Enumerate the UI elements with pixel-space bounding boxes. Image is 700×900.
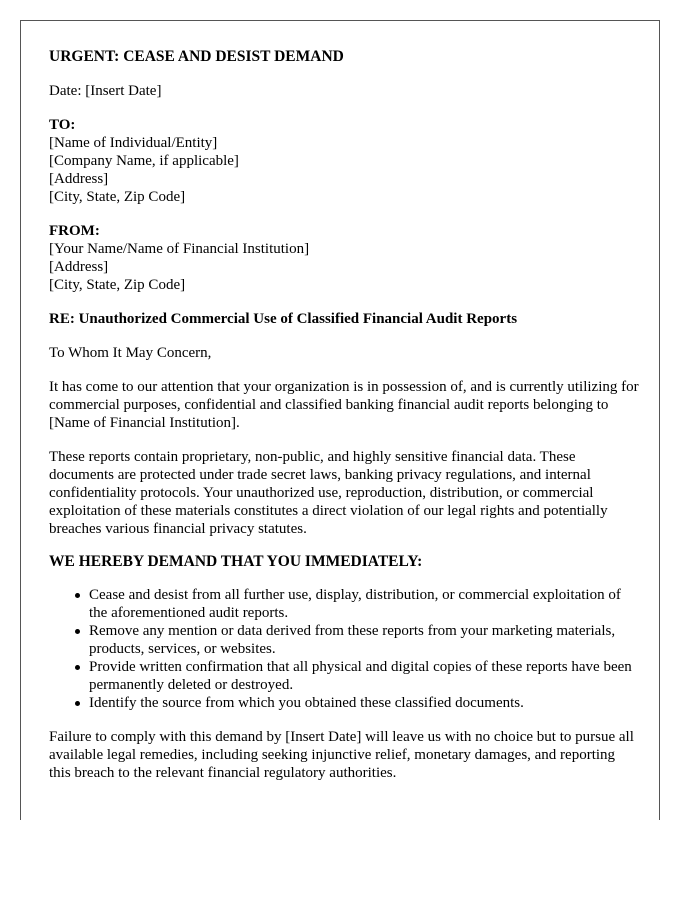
from-label: FROM: [49, 223, 100, 239]
recipient-line: [Address] [49, 171, 109, 187]
recipient-line: [Company Name, if applicable] [49, 153, 239, 169]
recipient-line: [Name of Individual/Entity] [49, 135, 218, 151]
demand-item: Provide written confirmation that all physical and digital copies of these reports have been permanently deleted or destroyed. [89, 658, 639, 694]
letter-page [20, 20, 660, 820]
sender-line: [Address] [49, 259, 109, 275]
paragraph-protected-data: These reports contain proprietary, non-public, and highly sensitive financial data. These documents are protected under trade secret laws, banking privacy regulations, and internal confidentiality protocols. Your unauthorized use, reproduction, distribution, or commercial exploitation of these materials constitutes a direct violation of our legal rights and potentially breaches various financial privacy statutes. [49, 449, 608, 537]
sender-block [49, 222, 639, 294]
recipient-line: [City, State, Zip Code] [49, 189, 186, 205]
subject-line: RE: Unauthorized Commercial Use of Classified Financial Audit Reports [49, 311, 518, 327]
demand-item: Cease and desist from all further use, display, distribution, or commercial exploitation of the aforementioned audit reports. [89, 586, 639, 622]
paragraph-possession: It has come to our attention that your organization is in possession of, and is currently utilizing for commercial purposes, confidential and classified banking financial audit reports belonging to [Name of Financial Institution]. [49, 379, 639, 431]
paragraph-consequences: Failure to comply with this demand by [Insert Date] will leave us with no choice but to pursue all available legal remedies, including seeking injunctive relief, monetary damages, and reporting this breach to the relevant financial regulatory authorities. [49, 729, 634, 781]
demand-item: Identify the source from which you obtained these classified documents. [89, 694, 639, 712]
sender-line: [Your Name/Name of Financial Institution] [49, 241, 310, 257]
date-line: Date: [Insert Date] [49, 83, 162, 99]
letter-body [49, 48, 639, 782]
sender-line: [City, State, Zip Code] [49, 277, 186, 293]
to-label: TO: [49, 117, 76, 133]
demand-list [49, 586, 639, 712]
salutation: To Whom It May Concern, [49, 345, 212, 361]
demand-item: Remove any mention or data derived from these reports from your marketing materials, products, services, or websites. [89, 622, 639, 658]
demand-heading: WE HEREBY DEMAND THAT YOU IMMEDIATELY: [49, 553, 423, 570]
recipient-block [49, 116, 639, 206]
letter-title: URGENT: CEASE AND DESIST DEMAND [49, 48, 344, 65]
